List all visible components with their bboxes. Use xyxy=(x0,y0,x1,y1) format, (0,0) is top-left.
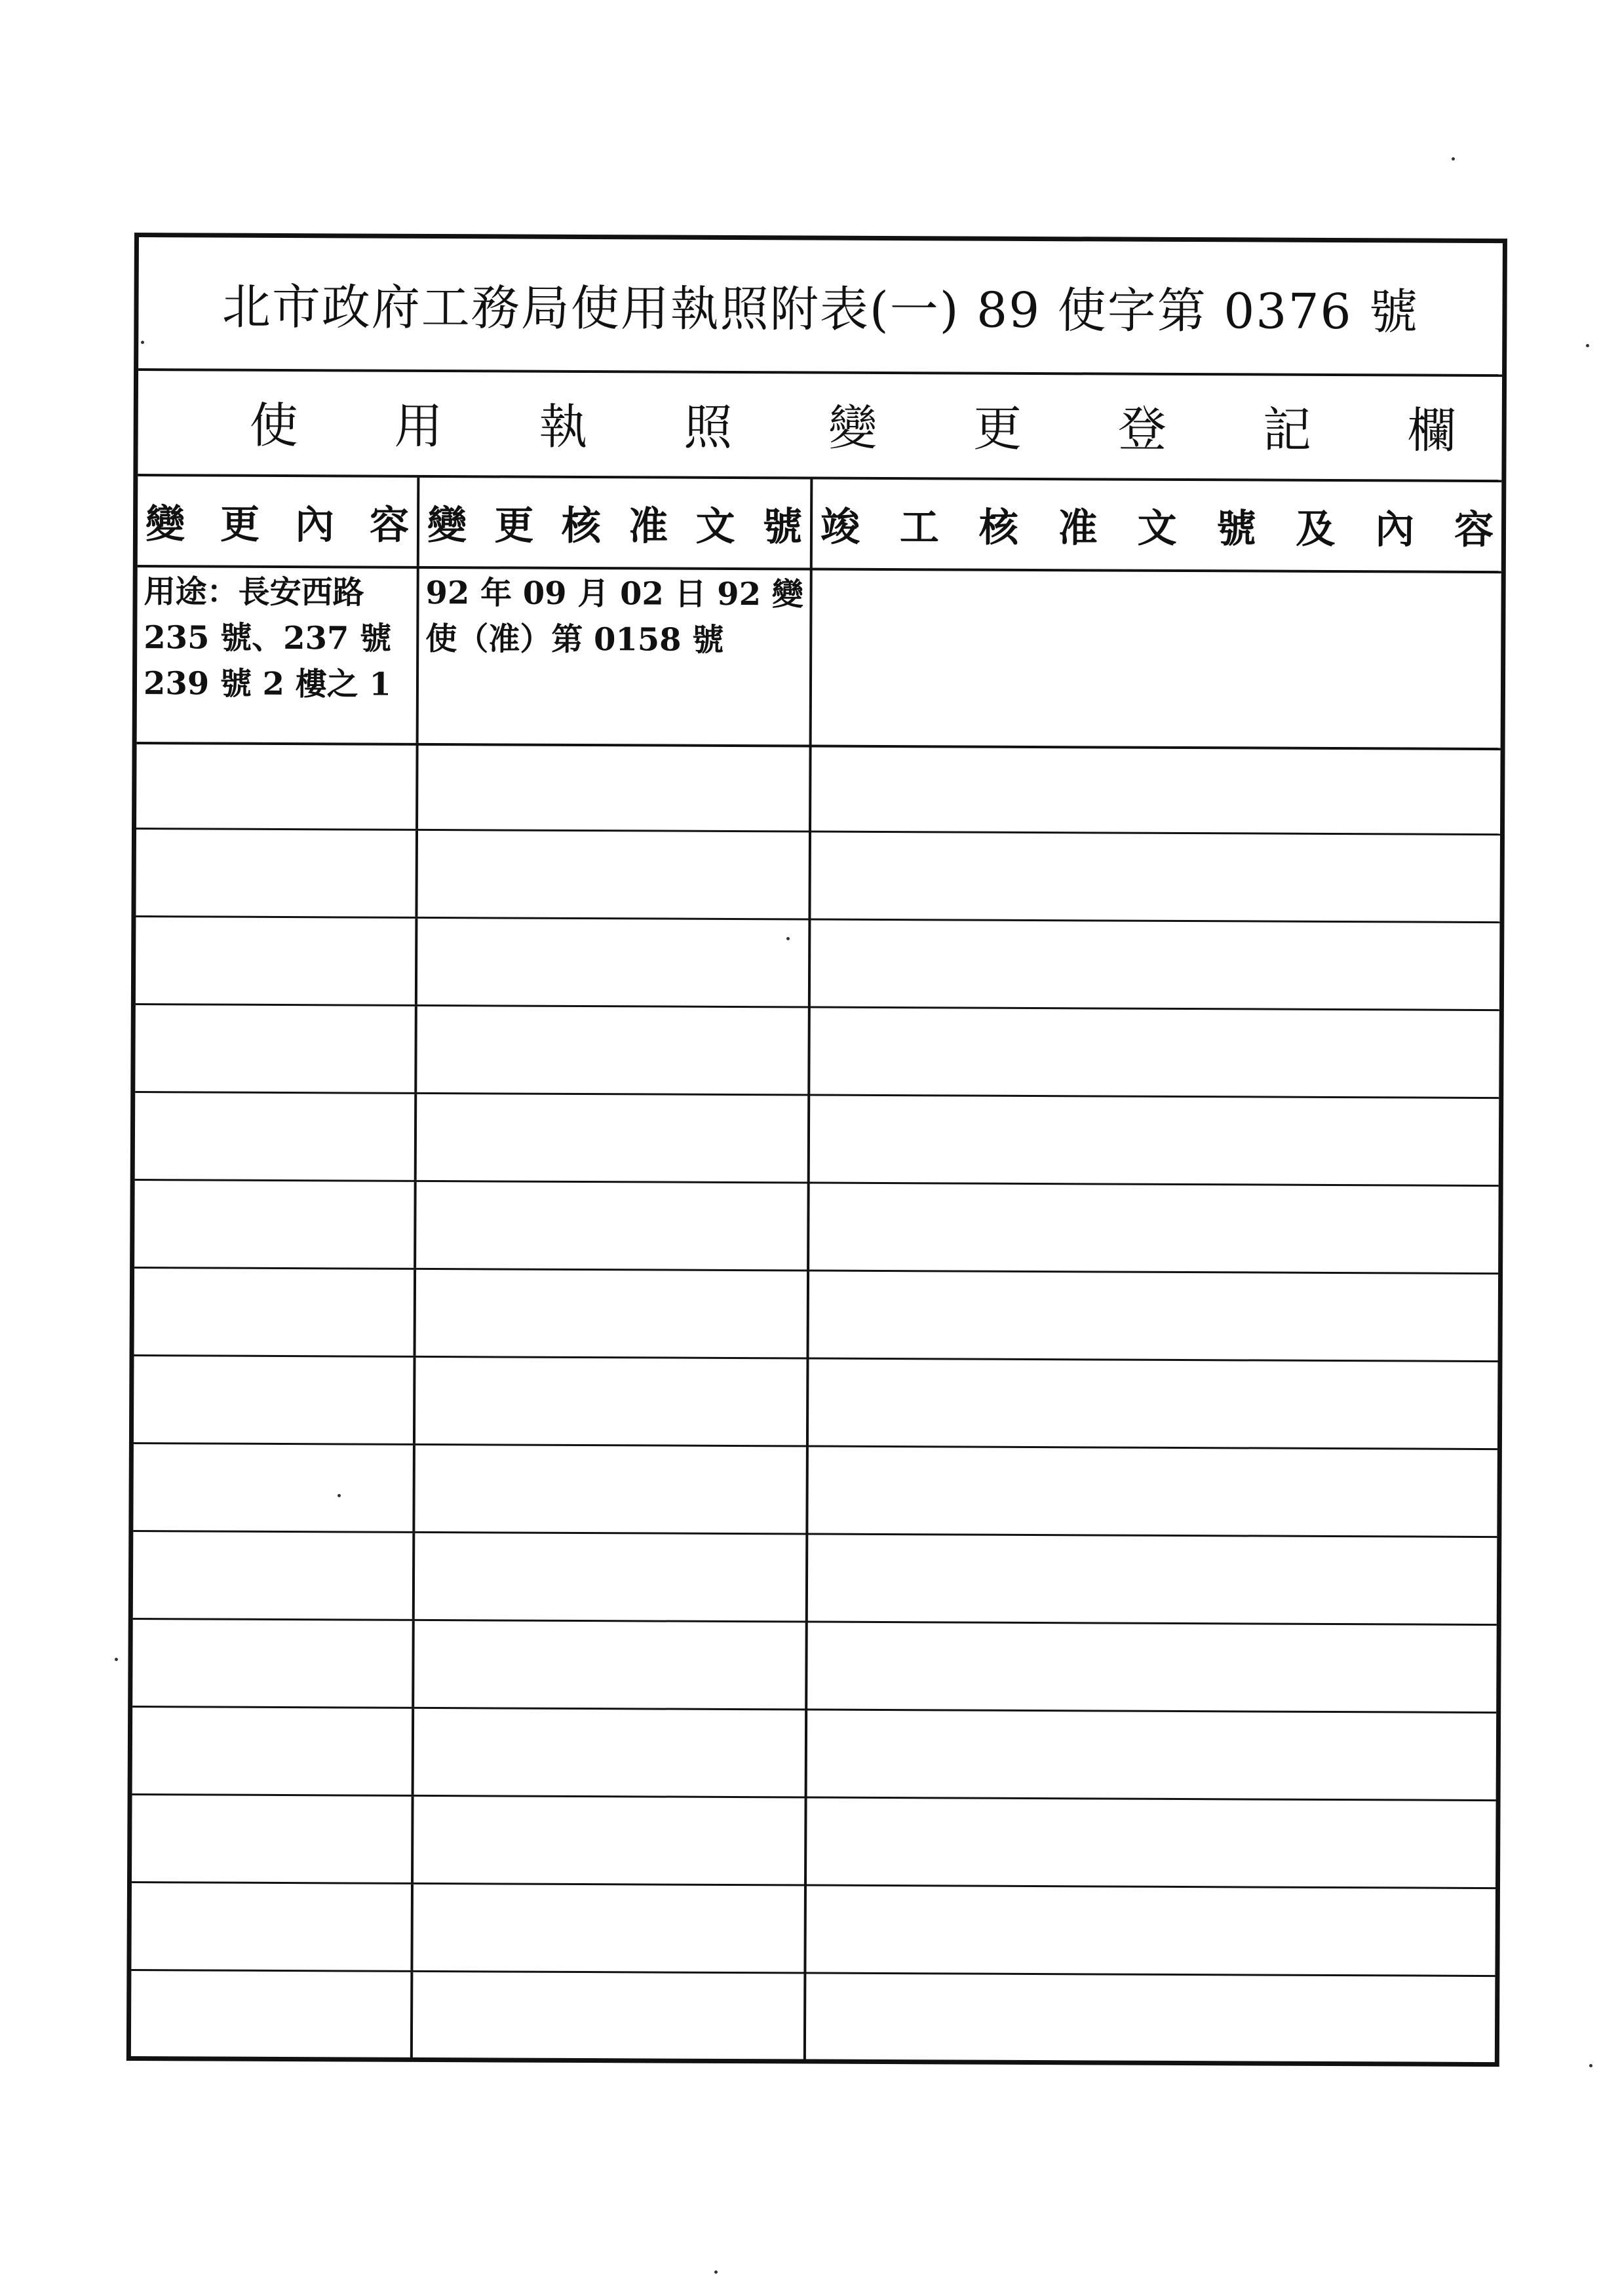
change-approval-cell xyxy=(417,831,811,919)
form-title: 北市政府工務局使用執照附表(一) 89 使字第 0376 號 xyxy=(138,237,1503,377)
change-content-cell xyxy=(133,1444,415,1531)
scan-speck xyxy=(1586,344,1589,347)
scan-speck xyxy=(141,341,144,344)
change-approval-cell xyxy=(415,1533,809,1621)
change-content-cell xyxy=(136,830,418,917)
change-approval-cell xyxy=(417,919,811,1006)
banner-char: 照 xyxy=(684,399,733,456)
change-approval-cell xyxy=(415,1445,809,1533)
banner-char: 欄 xyxy=(1407,402,1456,459)
completion-approval-cell xyxy=(808,1535,1497,1624)
completion-approval-cell xyxy=(812,568,1501,748)
table-row xyxy=(134,1356,1498,1450)
change-approval-cell xyxy=(414,1621,808,1709)
scan-speck xyxy=(714,2270,718,2274)
change-content-cell xyxy=(132,1795,414,1883)
table-row xyxy=(131,1971,1495,2065)
change-approval-cell xyxy=(414,1709,808,1797)
completion-approval-cell xyxy=(809,1272,1499,1361)
change-content-cell xyxy=(134,1181,417,1268)
change-content-cell xyxy=(131,1971,414,2060)
change-content-cell: 用途：長安西路 235 號、237 號 239 號 2 樓之 1 xyxy=(137,565,419,743)
completion-approval-cell xyxy=(806,1886,1495,1976)
change-content-cell xyxy=(132,1620,415,1707)
banner-char: 更 xyxy=(973,400,1022,457)
change-content-cell xyxy=(136,917,418,1004)
completion-approval-cell xyxy=(808,1447,1497,1537)
completion-approval-cell xyxy=(809,1360,1498,1449)
banner-char: 用 xyxy=(394,398,443,455)
change-approval-cell xyxy=(417,1006,811,1094)
completion-approval-cell xyxy=(811,745,1501,834)
table-row xyxy=(134,1269,1499,1362)
empty-rows xyxy=(131,742,1501,2062)
table-row xyxy=(135,1093,1499,1187)
completion-approval-cell xyxy=(811,833,1500,922)
table-row xyxy=(135,1005,1499,1099)
column-header-change-approval-no: 變 更 核 准 文 號 xyxy=(419,478,813,568)
column-header-row xyxy=(138,476,1502,573)
scan-speck xyxy=(115,1658,118,1661)
completion-approval-cell xyxy=(811,921,1500,1010)
banner-char: 執 xyxy=(539,398,588,455)
table-row xyxy=(133,1444,1497,1538)
column-header-change-content: 變 更 內 容 xyxy=(138,476,420,566)
completion-approval-cell xyxy=(806,1974,1495,2065)
change-approval-cell xyxy=(413,1972,807,2062)
change-content-cell xyxy=(136,742,419,829)
section-banner xyxy=(138,368,1502,482)
change-content-cell xyxy=(133,1532,415,1619)
table-row xyxy=(136,917,1500,1011)
table-row xyxy=(136,742,1501,835)
completion-approval-cell xyxy=(807,1711,1497,1800)
table-row xyxy=(132,1620,1497,1713)
column-header-completion-approval: 竣 工 核 准 文 號 及 內 容 xyxy=(820,504,1494,553)
change-content-cell xyxy=(131,1883,414,1970)
change-approval-cell xyxy=(418,743,812,831)
completion-approval-cell xyxy=(809,1184,1499,1273)
table-row xyxy=(134,1181,1499,1274)
scan-speck xyxy=(1452,157,1455,161)
scan-speck xyxy=(338,1494,341,1497)
completion-approval-cell xyxy=(807,1623,1497,1712)
change-approval-cell: 92 年 09 月 02 日 92 變 使（准）第 0158 號 xyxy=(419,566,813,745)
change-approval-cell xyxy=(416,1182,810,1270)
change-approval-cell xyxy=(414,1797,807,1885)
table-row xyxy=(137,565,1501,750)
banner-char: 使 xyxy=(249,397,298,454)
registration-form xyxy=(126,233,1507,2067)
change-approval-cell xyxy=(416,1270,810,1358)
change-approval-cell xyxy=(413,1885,807,1972)
scan-speck xyxy=(786,937,790,940)
change-approval-cell xyxy=(415,1358,809,1445)
change-content-cell xyxy=(134,1356,416,1444)
completion-approval-cell xyxy=(810,1096,1499,1185)
completion-approval-cell xyxy=(810,1008,1499,1098)
table-row xyxy=(131,1883,1495,1977)
change-content-cell xyxy=(135,1005,417,1092)
table-row xyxy=(133,1532,1497,1626)
change-approval-cell xyxy=(417,1094,811,1182)
banner-char: 登 xyxy=(1117,401,1167,458)
completion-approval-cell xyxy=(807,1799,1496,1888)
table-row xyxy=(136,830,1500,923)
change-content-cell xyxy=(134,1269,417,1356)
change-content-cell xyxy=(135,1093,417,1180)
table-row xyxy=(132,1708,1497,1801)
scan-speck xyxy=(1589,2064,1592,2067)
banner-char: 變 xyxy=(828,400,878,457)
table-row xyxy=(132,1795,1496,1889)
change-content-cell xyxy=(132,1708,415,1795)
banner-char: 記 xyxy=(1262,402,1312,459)
